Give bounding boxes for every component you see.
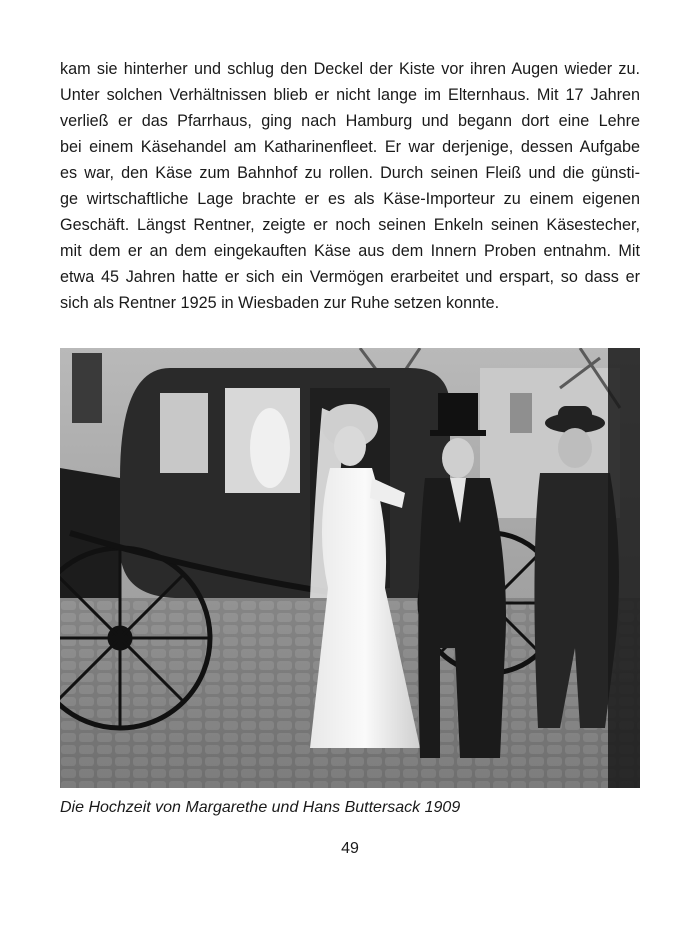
text-line: Geschäft. Längst Rentner, zeigte er noch seinen Enkeln seinen Käsestecher,	[60, 216, 640, 234]
groom-face	[442, 438, 474, 478]
wedding-photo-illustration	[60, 348, 640, 788]
groom-hat-brim	[430, 430, 486, 436]
carriage-front	[60, 468, 120, 598]
bride-face	[334, 426, 366, 466]
carriage-window-left	[160, 393, 208, 473]
text-line: es war, den Käse zum Bahnhof zu rollen. Durch seinen Fleiß und die günsti-	[60, 164, 640, 182]
veiled-figure-in-window	[250, 408, 290, 488]
wedding-photo	[60, 348, 640, 788]
text-line: bei einem Käsehandel am Katharinenfleet. Er war derjenige, dessen Aufgabe	[60, 138, 640, 156]
text-line: kam sie hinterher und schlug den Deckel der Kiste vor ihren Augen wieder zu.	[60, 60, 640, 78]
older-man-hat-crown	[558, 406, 592, 426]
body-text	[60, 56, 640, 316]
text-line: etwa 45 Jahren hatte er sich ein Vermögen erarbeitet und erspart, so dass er	[60, 268, 640, 286]
text-line: mit dem er an dem eingekauften Käse aus dem Innern Proben entnahm. Mit	[60, 242, 640, 260]
text-line: sich als Rentner 1925 in Wiesbaden zur Ruhe setzen konnte.	[60, 294, 500, 312]
dark-post	[608, 348, 640, 788]
text-line: Unter solchen Verhältnissen blieb er nicht lange im Elternhaus. Mit 17 Jahren	[60, 86, 640, 104]
carriage-lamp	[72, 353, 102, 423]
groom-top-hat	[438, 393, 478, 433]
older-man-face	[558, 428, 592, 468]
text-line: verließ er das Pfarrhaus, ging nach Hamburg und begann dort eine Lehre	[60, 112, 640, 130]
page-number: 49	[341, 840, 359, 857]
photo-caption: Die Hochzeit von Margarethe und Hans Buttersack 1909	[60, 799, 461, 816]
text-line: ge wirtschaftliche Lage brachte er es als Käse-Importeur zu einem eigenen	[60, 190, 640, 208]
building-window	[510, 393, 532, 433]
groom-coat	[418, 478, 506, 758]
